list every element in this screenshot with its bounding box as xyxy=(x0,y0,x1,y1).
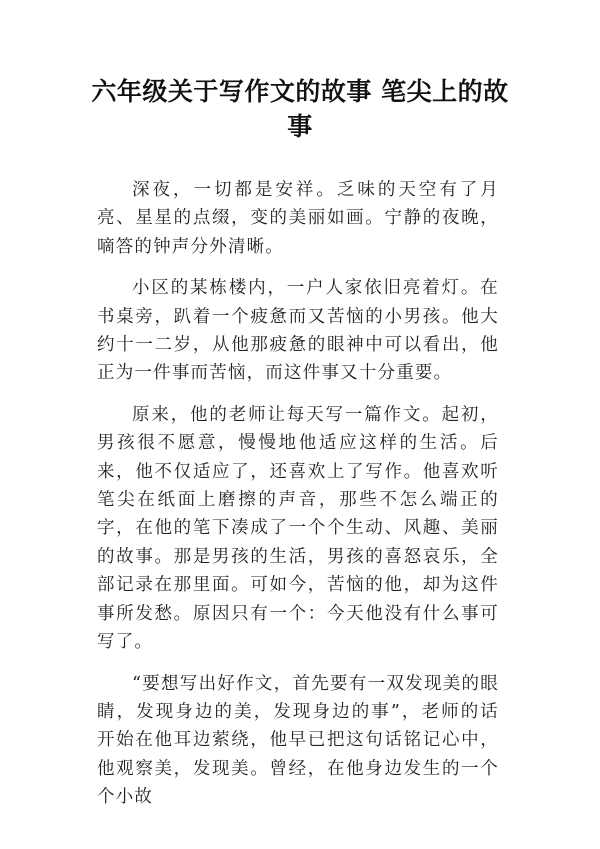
paragraph-3: 原来，他的老师让每天写一篇作文。起初，男孩很不愿意，慢慢地他适应这样的生活。后来，他不仅适应了，还喜欢上了写作。他喜欢听笔尖在纸面上磨擦的声音，那些不怎么端正的字，在他的笔下凑成了一个个生动、风趣、美丽的故事。那是男孩的生活，男孩的喜怒哀乐，全部记录在那里面。可如今，苦恼的他，却为这件事所发愁。原因只有一个：今天他没有什么事可写了。 xyxy=(97,404,499,653)
paragraph-1: 深夜，一切都是安祥。乏味的天空有了月亮、星星的点缀，变的美丽如画。宁静的夜晚，嘀答的钟声分外清晰。 xyxy=(97,180,499,257)
paragraph-2: 小区的某栋楼内，一户人家依旧亮着灯。在书桌旁，趴着一个疲惫而又苦恼的小男孩。他大约十一二岁，从他那疲惫的眼神中可以看出，他正为一件事而苦恼，而这件事又十分重要。 xyxy=(97,278,499,384)
paragraph-4: “要想写出好作文，首先要有一双发现美的眼睛，发现身边的美，发现身边的事”，老师的话开始在他耳边萦绕，他早已把这句话铭记心中，他观察美，发现美。曾经，在他身边发生的一个个小故 xyxy=(97,673,499,808)
document-body xyxy=(97,176,499,825)
document-title: 六年级关于写作文的故事 笔尖上的故事 xyxy=(91,77,509,141)
